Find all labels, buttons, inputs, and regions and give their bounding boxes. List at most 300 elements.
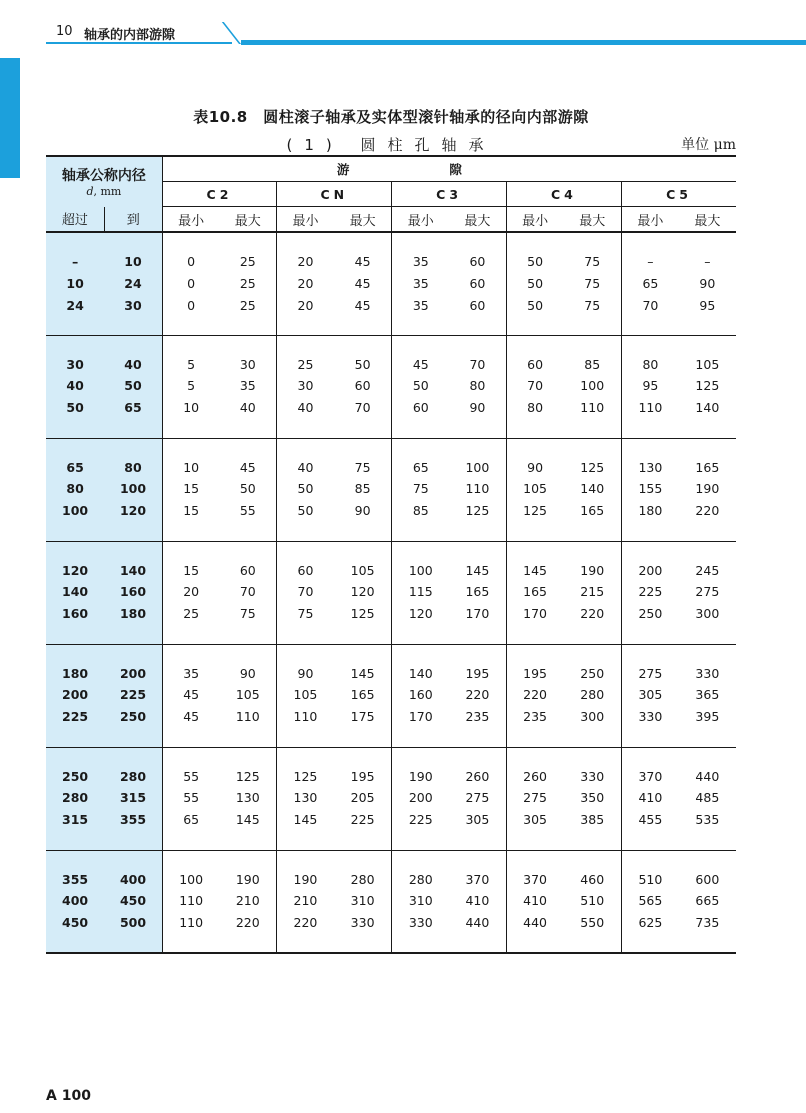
cell-value: 10 bbox=[183, 400, 200, 416]
table-row bbox=[46, 541, 736, 644]
cell-value: 105 bbox=[695, 356, 720, 372]
cell-value: 195 bbox=[465, 665, 490, 681]
cell-value: 215 bbox=[580, 584, 605, 600]
cell-value: 110 bbox=[179, 893, 204, 909]
group-header-c2: C2 bbox=[162, 182, 276, 207]
cell-value: 90 bbox=[469, 400, 486, 416]
clearance-cell bbox=[219, 438, 276, 541]
clearance-cell bbox=[622, 438, 679, 541]
cell-value: 60 bbox=[469, 254, 486, 269]
cell-value: 280 bbox=[62, 790, 89, 806]
cell-value: 35 bbox=[412, 297, 429, 313]
clearance-cell bbox=[563, 541, 621, 644]
group-header-c3: C3 bbox=[392, 182, 506, 207]
cell-value: 75 bbox=[354, 459, 371, 475]
max-header-cn: 最大 bbox=[334, 207, 392, 233]
cell-value: 110 bbox=[580, 400, 605, 416]
cell-value: 70 bbox=[527, 378, 544, 394]
cell-value: 205 bbox=[350, 790, 375, 806]
cell-value: 75 bbox=[239, 606, 256, 622]
cell-value: 500 bbox=[119, 915, 147, 931]
clearance-header: 游隙 bbox=[162, 156, 736, 182]
cell-value: 535 bbox=[695, 812, 720, 828]
cell-value: 225 bbox=[638, 584, 663, 600]
clearance-cell bbox=[334, 232, 392, 335]
cell-value: 60 bbox=[469, 275, 486, 291]
clearance-cell bbox=[334, 747, 392, 850]
cell-value: 625 bbox=[638, 915, 663, 931]
cell-value: 25 bbox=[239, 254, 256, 269]
cell-value: 40 bbox=[297, 400, 314, 416]
cell-value: 250 bbox=[119, 709, 147, 725]
cell-value: 50 bbox=[354, 356, 371, 372]
cell-value: 145 bbox=[465, 562, 490, 578]
clearance-cell bbox=[277, 850, 334, 953]
cell-value: 10 bbox=[124, 254, 142, 269]
bore-symbol: d bbox=[86, 185, 94, 199]
cell-value: 110 bbox=[179, 915, 204, 931]
cell-value: 120 bbox=[350, 584, 375, 600]
cell-value: 115 bbox=[408, 584, 433, 600]
cell-value: 330 bbox=[695, 665, 720, 681]
bore-to-cell bbox=[104, 747, 162, 850]
clearance-cell bbox=[506, 644, 563, 747]
clearance-cell bbox=[679, 541, 736, 644]
cell-value: 450 bbox=[62, 915, 89, 931]
cell-value: 30 bbox=[124, 297, 142, 313]
cell-value: 60 bbox=[527, 356, 544, 372]
cell-value: 70 bbox=[297, 584, 314, 600]
cell-value: 200 bbox=[62, 687, 89, 703]
clearance-cell bbox=[622, 335, 679, 438]
bore-over-cell bbox=[46, 438, 104, 541]
cell-value: 45 bbox=[354, 254, 371, 269]
clearance-cell bbox=[679, 232, 736, 335]
clearance-cell bbox=[162, 232, 219, 335]
clearance-cell bbox=[506, 747, 563, 850]
cell-value: 50 bbox=[124, 378, 142, 394]
cell-value: 25 bbox=[297, 356, 314, 372]
cell-value: 370 bbox=[638, 768, 663, 784]
cell-value: 85 bbox=[412, 503, 429, 519]
cell-value: 450 bbox=[119, 893, 147, 909]
cell-value: 100 bbox=[179, 871, 204, 887]
clearance-cell bbox=[563, 644, 621, 747]
cell-value: 280 bbox=[580, 687, 605, 703]
cell-value: 280 bbox=[350, 871, 375, 887]
bore-over-cell bbox=[46, 850, 104, 953]
cell-value: 30 bbox=[239, 356, 256, 372]
cell-value: 65 bbox=[124, 400, 142, 416]
cell-value: 330 bbox=[350, 915, 375, 931]
cell-value: 90 bbox=[699, 275, 716, 291]
cell-value: 60 bbox=[354, 378, 371, 394]
cell-value: 105 bbox=[235, 687, 260, 703]
bore-over-cell bbox=[46, 541, 104, 644]
cell-value: 90 bbox=[354, 503, 371, 519]
cell-value: 400 bbox=[62, 893, 89, 909]
cell-value: 80 bbox=[642, 356, 659, 372]
cell-value: 200 bbox=[638, 562, 663, 578]
cell-value: 275 bbox=[695, 584, 720, 600]
cell-value: 275 bbox=[523, 790, 547, 806]
cell-value: 130 bbox=[235, 790, 260, 806]
clearance-cell bbox=[622, 747, 679, 850]
cell-value: 440 bbox=[465, 915, 490, 931]
cell-value: 25 bbox=[239, 275, 256, 291]
cell-value: 165 bbox=[695, 459, 720, 475]
table-row bbox=[46, 644, 736, 747]
clearance-table bbox=[46, 155, 736, 954]
cell-value: 0 bbox=[187, 297, 196, 313]
cell-value: 20 bbox=[297, 275, 314, 291]
cell-value: 130 bbox=[638, 459, 663, 475]
cell-value: 125 bbox=[465, 503, 490, 519]
bore-header bbox=[46, 156, 162, 207]
cell-value: 165 bbox=[580, 503, 605, 519]
cell-value: 190 bbox=[408, 768, 433, 784]
cell-value: 245 bbox=[695, 562, 720, 578]
cell-value: 395 bbox=[695, 709, 720, 725]
cell-value: 60 bbox=[239, 562, 256, 578]
cell-value: 170 bbox=[523, 606, 547, 622]
clearance-cell bbox=[277, 335, 334, 438]
cell-value: 100 bbox=[62, 503, 89, 519]
cell-value: 250 bbox=[580, 665, 605, 681]
clearance-cell bbox=[219, 850, 276, 953]
cell-value: 140 bbox=[119, 562, 147, 578]
cell-value: 330 bbox=[580, 768, 605, 784]
cell-value: 5 bbox=[187, 356, 196, 372]
cell-value: 65 bbox=[66, 459, 84, 475]
cell-value: 140 bbox=[580, 481, 605, 497]
group-header-c4: C4 bbox=[506, 182, 621, 207]
clearance-cell bbox=[449, 747, 506, 850]
table-row bbox=[46, 335, 736, 438]
cell-value: 50 bbox=[527, 254, 544, 269]
cell-value: 220 bbox=[465, 687, 490, 703]
cell-value: 15 bbox=[183, 562, 200, 578]
min-header-cn: 最小 bbox=[277, 207, 334, 233]
cell-value: 40 bbox=[66, 378, 84, 394]
min-header-c4: 最小 bbox=[506, 207, 563, 233]
cell-value: 45 bbox=[183, 709, 200, 725]
clearance-cell bbox=[392, 335, 449, 438]
cell-value: 5 bbox=[187, 378, 196, 394]
cell-value: 180 bbox=[119, 606, 147, 622]
cell-value: 85 bbox=[354, 481, 371, 497]
cell-value: 225 bbox=[350, 812, 375, 828]
cell-value: – bbox=[704, 254, 711, 269]
clearance-cell bbox=[449, 541, 506, 644]
cell-value: 100 bbox=[465, 459, 490, 475]
cell-value: 0 bbox=[187, 275, 196, 291]
clearance-cell bbox=[277, 232, 334, 335]
clearance-cell bbox=[449, 232, 506, 335]
cell-value: 275 bbox=[465, 790, 490, 806]
table-title: 表10.8 圆柱滚子轴承及实体型滚针轴承的径向内部游隙 bbox=[193, 108, 589, 126]
page-number: A 100 bbox=[46, 1088, 91, 1104]
clearance-cell bbox=[449, 438, 506, 541]
cell-value: 310 bbox=[350, 893, 375, 909]
cell-value: 90 bbox=[297, 665, 314, 681]
max-header-c4: 最大 bbox=[563, 207, 621, 233]
cell-value: 85 bbox=[584, 356, 601, 372]
cell-value: 440 bbox=[523, 915, 547, 931]
cell-value: 305 bbox=[523, 812, 547, 828]
over-header: 超过 bbox=[46, 207, 104, 233]
cell-value: 50 bbox=[297, 503, 314, 519]
cell-value: 210 bbox=[293, 893, 318, 909]
cell-value: 45 bbox=[354, 297, 371, 313]
clearance-cell bbox=[392, 541, 449, 644]
cell-value: 195 bbox=[350, 768, 375, 784]
bore-over-cell bbox=[46, 644, 104, 747]
cell-value: 75 bbox=[584, 254, 601, 269]
table-row bbox=[46, 438, 736, 541]
cell-value: 35 bbox=[239, 378, 256, 394]
clearance-cell bbox=[162, 541, 219, 644]
cell-value: 24 bbox=[124, 275, 142, 291]
bore-header-sub bbox=[46, 185, 162, 198]
cell-value: 75 bbox=[584, 275, 601, 291]
bore-over-cell bbox=[46, 335, 104, 438]
cell-value: 145 bbox=[523, 562, 547, 578]
cell-value: 355 bbox=[119, 812, 147, 828]
chapter-number: 10 bbox=[56, 24, 73, 39]
cell-value: 200 bbox=[408, 790, 433, 806]
cell-value: 55 bbox=[239, 503, 256, 519]
cell-value: 60 bbox=[412, 400, 429, 416]
cell-value: 305 bbox=[465, 812, 490, 828]
bore-header-title: 轴承公称内径 bbox=[61, 168, 146, 185]
clearance-cell bbox=[277, 747, 334, 850]
cell-value: 125 bbox=[350, 606, 375, 622]
bore-unit: , mm bbox=[93, 185, 122, 199]
group-header-cn: CN bbox=[277, 182, 392, 207]
cell-value: 140 bbox=[408, 665, 433, 681]
clearance-cell bbox=[392, 438, 449, 541]
cell-value: 140 bbox=[62, 584, 89, 600]
bore-over-cell bbox=[46, 747, 104, 850]
running-header bbox=[46, 22, 806, 46]
cell-value: 80 bbox=[66, 481, 84, 497]
cell-value: 550 bbox=[580, 915, 605, 931]
cell-value: 160 bbox=[62, 606, 89, 622]
clearance-cell bbox=[219, 335, 276, 438]
clearance-cell bbox=[506, 541, 563, 644]
chapter-title: 轴承的内部游隙 bbox=[84, 28, 176, 43]
cell-value: 220 bbox=[293, 915, 318, 931]
clearance-cell bbox=[679, 850, 736, 953]
clearance-cell bbox=[449, 850, 506, 953]
cell-value: 40 bbox=[239, 400, 256, 416]
cell-value: 165 bbox=[523, 584, 547, 600]
cell-value: 410 bbox=[523, 893, 547, 909]
cell-value: 200 bbox=[119, 665, 147, 681]
clearance-cell bbox=[563, 438, 621, 541]
cell-value: 65 bbox=[642, 275, 659, 291]
cell-value: 35 bbox=[412, 275, 429, 291]
cell-value: 110 bbox=[235, 709, 260, 725]
clearance-cell bbox=[162, 335, 219, 438]
cell-value: 105 bbox=[293, 687, 318, 703]
clearance-cell bbox=[449, 335, 506, 438]
clearance-cell bbox=[506, 850, 563, 953]
cell-value: 24 bbox=[66, 297, 84, 313]
cell-value: 10 bbox=[66, 275, 84, 291]
cell-value: 195 bbox=[523, 665, 547, 681]
clearance-cell bbox=[219, 644, 276, 747]
cell-value: 60 bbox=[297, 562, 314, 578]
clearance-cell bbox=[162, 644, 219, 747]
clearance-cell bbox=[277, 438, 334, 541]
clearance-cell bbox=[449, 644, 506, 747]
cell-value: 310 bbox=[408, 893, 433, 909]
cell-value: 50 bbox=[66, 400, 84, 416]
cell-value: 55 bbox=[183, 768, 200, 784]
cell-value: 65 bbox=[412, 459, 429, 475]
cell-value: 210 bbox=[235, 893, 260, 909]
max-header-c2: 最大 bbox=[219, 207, 276, 233]
cell-value: 735 bbox=[695, 915, 720, 931]
cell-value: 220 bbox=[235, 915, 260, 931]
cell-value: 105 bbox=[350, 562, 375, 578]
clearance-cell bbox=[563, 747, 621, 850]
cell-value: 220 bbox=[523, 687, 547, 703]
clearance-cell bbox=[334, 335, 392, 438]
cell-value: 100 bbox=[408, 562, 433, 578]
cell-value: 440 bbox=[695, 768, 720, 784]
cell-value: 130 bbox=[293, 790, 318, 806]
clearance-cell bbox=[392, 644, 449, 747]
cell-value: 410 bbox=[465, 893, 490, 909]
cell-value: 275 bbox=[638, 665, 663, 681]
cell-value: 400 bbox=[119, 871, 147, 887]
cell-value: 225 bbox=[408, 812, 433, 828]
cell-value: 280 bbox=[119, 768, 147, 784]
cell-value: 105 bbox=[523, 481, 547, 497]
cell-value: 315 bbox=[62, 812, 89, 828]
clearance-cell bbox=[392, 747, 449, 850]
clearance-cell bbox=[563, 850, 621, 953]
cell-value: 120 bbox=[119, 503, 147, 519]
cell-value: 235 bbox=[523, 709, 547, 725]
cell-value: 460 bbox=[580, 871, 605, 887]
cell-value: 80 bbox=[124, 459, 142, 475]
cell-value: 125 bbox=[523, 503, 547, 519]
clearance-cell bbox=[162, 850, 219, 953]
cell-value: 100 bbox=[580, 378, 605, 394]
cell-value: 250 bbox=[62, 768, 89, 784]
cell-value: 190 bbox=[235, 871, 260, 887]
cell-value: 190 bbox=[580, 562, 605, 578]
cell-value: 30 bbox=[66, 356, 84, 372]
cell-value: 80 bbox=[527, 400, 544, 416]
clearance-cell bbox=[622, 850, 679, 953]
cell-value: 25 bbox=[183, 606, 200, 622]
min-header-c5: 最小 bbox=[622, 207, 679, 233]
bore-to-cell bbox=[104, 438, 162, 541]
cell-value: 50 bbox=[239, 481, 256, 497]
cell-value: 75 bbox=[412, 481, 429, 497]
clearance-cell bbox=[622, 644, 679, 747]
cell-value: 15 bbox=[183, 503, 200, 519]
cell-value: 485 bbox=[695, 790, 720, 806]
clearance-cell bbox=[679, 747, 736, 850]
bore-to-cell bbox=[104, 644, 162, 747]
clearance-cell bbox=[334, 438, 392, 541]
cell-value: 600 bbox=[695, 871, 720, 887]
unit-label: 单位 μm bbox=[681, 137, 736, 153]
cell-value: 260 bbox=[523, 768, 547, 784]
bore-over-cell bbox=[46, 232, 104, 335]
cell-value: 40 bbox=[297, 459, 314, 475]
cell-value: 160 bbox=[119, 584, 147, 600]
cell-value: 45 bbox=[239, 459, 256, 475]
clearance-cell bbox=[219, 541, 276, 644]
cell-value: 125 bbox=[695, 378, 720, 394]
cell-value: 280 bbox=[408, 871, 433, 887]
cell-value: 365 bbox=[695, 687, 720, 703]
clearance-cell bbox=[162, 438, 219, 541]
cell-value: 125 bbox=[580, 459, 605, 475]
cell-value: 225 bbox=[62, 709, 89, 725]
cell-value: 565 bbox=[638, 893, 663, 909]
cell-value: 235 bbox=[465, 709, 490, 725]
max-header-c3: 最大 bbox=[449, 207, 506, 233]
cell-value: 20 bbox=[183, 584, 200, 600]
clearance-cell bbox=[506, 335, 563, 438]
cell-value: 165 bbox=[465, 584, 490, 600]
cell-value: 190 bbox=[293, 871, 318, 887]
cell-value: 220 bbox=[580, 606, 605, 622]
cell-value: 55 bbox=[183, 790, 200, 806]
cell-value: – bbox=[71, 254, 79, 269]
cell-value: 65 bbox=[183, 812, 200, 828]
min-header-c3: 最小 bbox=[392, 207, 449, 233]
group-header-c5: C5 bbox=[622, 182, 736, 207]
cell-value: 35 bbox=[183, 665, 200, 681]
bore-to-cell bbox=[104, 232, 162, 335]
bore-to-cell bbox=[104, 335, 162, 438]
cell-value: 50 bbox=[527, 297, 544, 313]
cell-value: 110 bbox=[638, 400, 663, 416]
cell-value: 95 bbox=[699, 297, 716, 313]
cell-value: 25 bbox=[239, 297, 256, 313]
cell-value: 145 bbox=[293, 812, 318, 828]
cell-value: 90 bbox=[527, 459, 544, 475]
cell-value: 350 bbox=[580, 790, 605, 806]
cell-value: 250 bbox=[638, 606, 663, 622]
cell-value: 75 bbox=[584, 297, 601, 313]
cell-value: 510 bbox=[638, 871, 663, 887]
cell-value: 60 bbox=[469, 297, 486, 313]
cell-value: 370 bbox=[523, 871, 547, 887]
clearance-cell bbox=[334, 850, 392, 953]
cell-value: 305 bbox=[638, 687, 663, 703]
clearance-cell bbox=[277, 644, 334, 747]
cell-value: 0 bbox=[187, 254, 196, 269]
cell-value: 70 bbox=[239, 584, 256, 600]
cell-value: 95 bbox=[642, 378, 659, 394]
cell-value: 330 bbox=[638, 709, 663, 725]
cell-value: 190 bbox=[695, 481, 720, 497]
max-header-c5: 最大 bbox=[679, 207, 736, 233]
cell-value: 165 bbox=[350, 687, 375, 703]
cell-value: 155 bbox=[638, 481, 663, 497]
cell-value: 40 bbox=[124, 356, 142, 372]
